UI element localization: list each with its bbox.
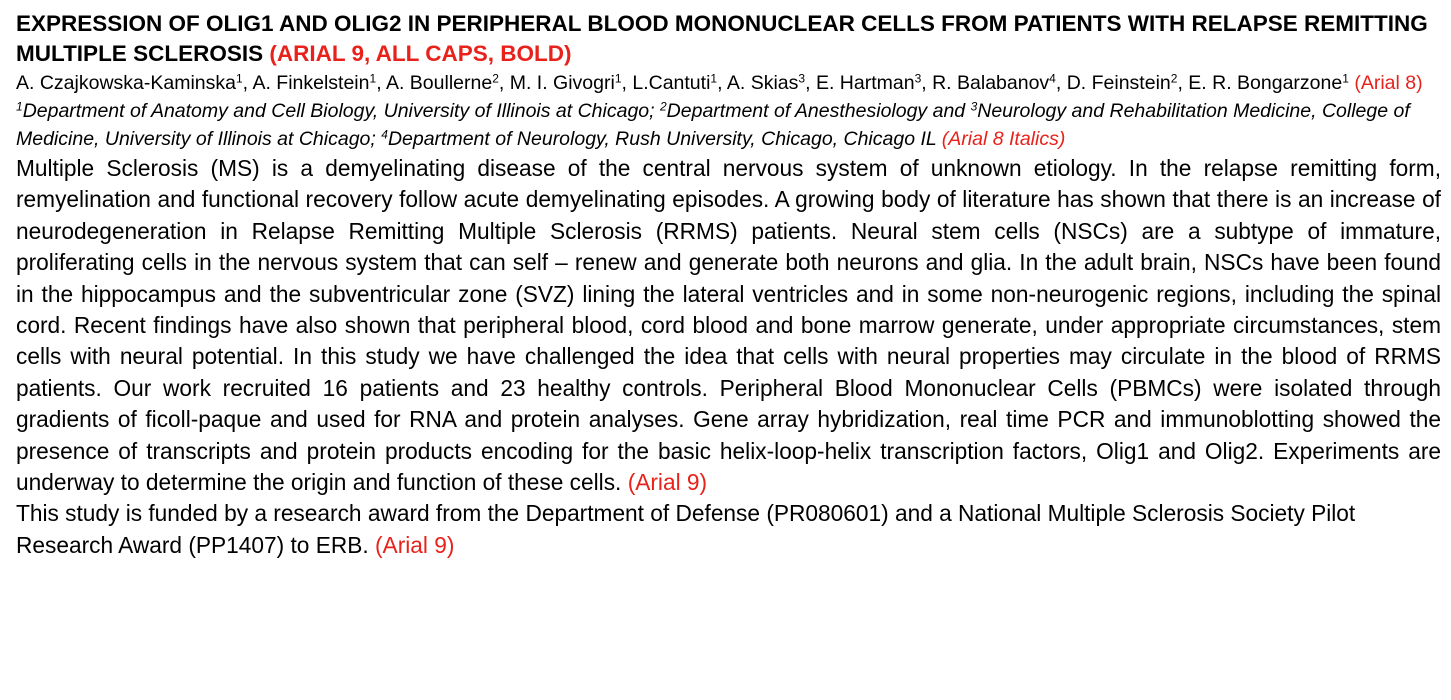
author-separator: , xyxy=(242,72,253,94)
funding-statement xyxy=(16,498,1441,561)
affiliations-format-note: (Arial 8 Italics) xyxy=(941,128,1066,150)
affiliation-marker: 2 xyxy=(659,99,667,114)
author-separator: , xyxy=(717,72,727,94)
affiliation-marker: 1 xyxy=(16,99,23,114)
author-name: A. Boullerne xyxy=(385,72,493,94)
affiliation-list xyxy=(16,100,1410,150)
affiliation xyxy=(381,128,942,150)
author-affiliation-marker: 1 xyxy=(710,71,718,86)
author-name: R. Balabanov xyxy=(932,72,1050,94)
author-separator: , xyxy=(621,72,633,94)
abstract-title xyxy=(16,9,1441,69)
abstract-format-note: (Arial 9) xyxy=(627,469,708,496)
author-name: D. Feinstein xyxy=(1066,72,1171,94)
author-name: L.Cantuti xyxy=(632,72,711,94)
affiliations xyxy=(16,97,1441,153)
author-affiliation-marker: 3 xyxy=(798,71,806,86)
author-separator: , xyxy=(805,72,816,94)
authors-format-note: (Arial 8) xyxy=(1354,72,1423,94)
author-separator: , xyxy=(376,72,386,94)
author-affiliation-marker: 2 xyxy=(492,71,499,86)
author xyxy=(252,72,386,94)
author xyxy=(510,72,633,94)
author-name: E. R. Bongarzone xyxy=(1188,72,1343,94)
author xyxy=(386,72,510,94)
author-affiliation-marker: 2 xyxy=(1170,71,1178,86)
author xyxy=(932,72,1067,94)
author-affiliation-marker: 3 xyxy=(914,71,922,86)
author-name: M. I. Givogri xyxy=(509,72,615,94)
author-list xyxy=(16,69,1441,97)
author-name: A. Finkelstein xyxy=(252,72,370,94)
funding-format-note: (Arial 9) xyxy=(375,531,455,558)
author xyxy=(1188,72,1354,94)
affiliation-marker: 4 xyxy=(381,127,388,142)
author xyxy=(16,72,252,94)
author-separator: , xyxy=(1177,72,1189,94)
author xyxy=(632,72,727,94)
author-affiliation-marker: 1 xyxy=(369,71,377,86)
author-name: A. Skias xyxy=(726,72,799,94)
author xyxy=(816,72,932,94)
affiliation xyxy=(660,100,971,122)
author xyxy=(1067,72,1189,94)
affiliation-marker: 3 xyxy=(970,99,978,114)
author-separator: , xyxy=(921,72,933,94)
abstract-body xyxy=(16,153,1441,498)
title-text: EXPRESSION OF OLIG1 AND OLIG2 IN PERIPHERAL BLOOD MONONUCLEAR CELLS FROM PATIENTS WITH RELAPSE REMITTING MULTIPLE SCLEROSIS xyxy=(16,11,1428,66)
affiliation-text: Department of Anatomy and Cell Biology, University of Illinois at Chicago; xyxy=(22,100,660,122)
author-name: A. Czajkowska-Kaminska xyxy=(16,72,236,94)
funding-text: This study is funded by a research award from the Department of Defense (PR080601) and a National Multiple Sclerosis Society Pilot Research Award (PP1407) to ERB. xyxy=(16,500,1356,558)
affiliation xyxy=(16,100,660,122)
author-names xyxy=(16,72,1354,94)
author-affiliation-marker: 1 xyxy=(1342,71,1349,86)
author-affiliation-marker: 1 xyxy=(235,71,243,86)
author-name: E. Hartman xyxy=(815,72,915,94)
title-format-note: (ARIAL 9, ALL CAPS, BOLD) xyxy=(269,41,572,66)
affiliation-text: Department of Neurology, Rush University, Chicago, Chicago IL xyxy=(387,128,942,150)
abstract-text: Multiple Sclerosis (MS) is a demyelinating disease of the central nervous system of unknown etiology. In the relapse remitting form, remyelination and functional recovery follow acute demyelinating episodes. A growing body of literature has shown that there is an increase of neurodegeneration in Relapse Remitting Multiple Sclerosis (RRMS) patients. Neural stem cells (NSCs) are a subtype of immature, proliferating cells in the nervous system that can self – renew and generate both neurons and glia. In the adult brain, NSCs have been found in the hippocampus and the subventricular zone (SVZ) lining the lateral ventricles and in some non-neurogenic regions, including the spinal cord. Recent findings have also shown that peripheral blood, cord blood and bone marrow generate, under appropriate circumstances, stem cells with neural potential. In this study we have challenged the idea that cells with neural properties may circulate in the blood of RRMS patients. Our work recruited 16 patients and 23 healthy controls. Peripheral Blood Mononuclear Cells (PBMCs) were isolated through gradients of ficoll-paque and used for RNA and protein analyses. Gene array hybridization, real time PCR and immunoblotting showed the presence of transcripts and protein products encoding for the basic helix-loop-helix transcription factors, Olig1 and Olig2. Experiments are underway to determine the origin and function of these cells. xyxy=(16,155,1441,496)
affiliation-text: Neurology and Rehabilitation Medicine, College of Medicine, University of Illinois at Chicago; xyxy=(16,100,1410,150)
author-separator: , xyxy=(1055,72,1067,94)
author-affiliation-marker: 1 xyxy=(614,71,622,86)
affiliation-text: Department of Anesthesiology and xyxy=(666,100,971,122)
author-affiliation-marker: 4 xyxy=(1049,71,1056,86)
author-separator: , xyxy=(498,72,510,94)
author xyxy=(727,72,816,94)
